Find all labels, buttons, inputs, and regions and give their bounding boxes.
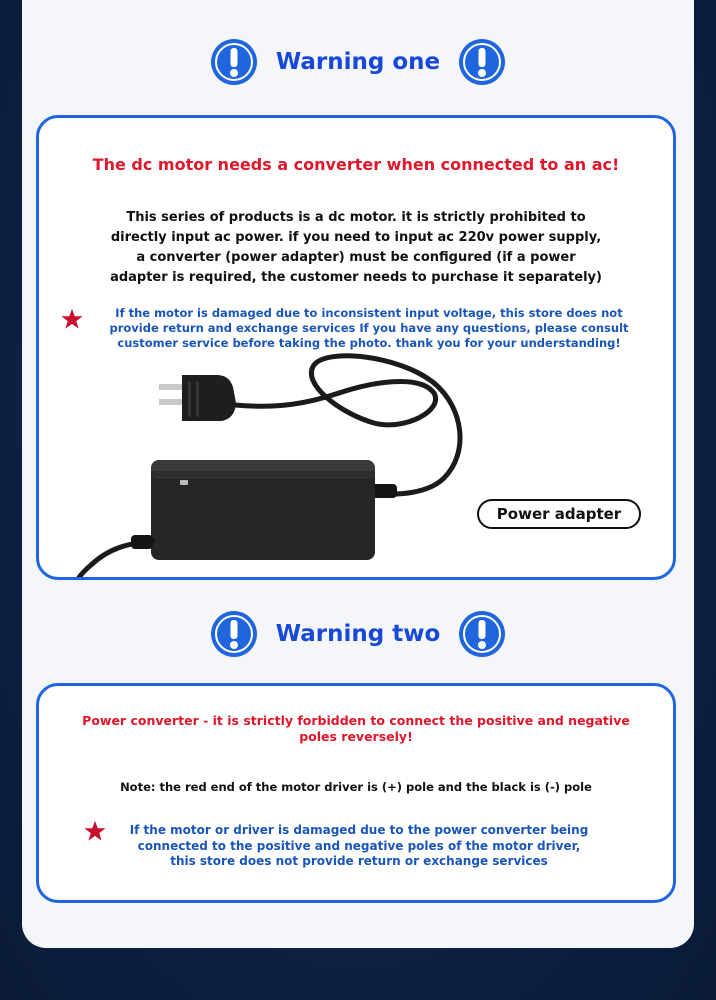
power-adapter-label: Power adapter — [477, 499, 641, 529]
warning-two-title: Warning two — [275, 621, 441, 647]
warning-one-panel — [36, 115, 676, 580]
exclamation-circle-icon — [210, 610, 258, 658]
notice-line: this store does not provide return or exchange services — [170, 854, 548, 868]
exclamation-circle-icon — [458, 610, 506, 658]
headline-line: Power converter - it is strictly forbidden to connect the positive and negative — [82, 713, 630, 728]
notice-line: customer service before taking the photo. thank you for your understanding! — [117, 336, 621, 350]
star-icon — [84, 820, 106, 842]
headline-line: poles reversely! — [299, 729, 413, 744]
warning-one-headline: The dc motor needs a converter when connected to an ac! — [92, 155, 620, 174]
star-icon — [61, 308, 83, 330]
warning-one-body — [39, 208, 673, 288]
exclamation-circle-icon — [458, 38, 506, 86]
body-line: This series of products is a dc motor. it is strictly prohibited to — [126, 210, 586, 225]
exclamation-circle-icon — [210, 38, 258, 86]
notice-line: If the motor or driver is damaged due to the power converter being — [129, 823, 589, 837]
notice-line: If the motor is damaged due to inconsistent input voltage, this store does not — [115, 306, 623, 320]
warning-two-notice — [109, 823, 609, 870]
notice-line: provide return and exchange services If you have any questions, please consult — [109, 321, 629, 335]
warning-two-panel — [36, 683, 676, 903]
warning-one-title: Warning one — [275, 49, 441, 75]
warning-two-heading — [0, 610, 716, 658]
power-adapter-image — [39, 343, 673, 580]
warning-one-heading — [0, 38, 716, 86]
body-line: directly input ac power. if you need to input ac 220v power supply, — [110, 230, 602, 245]
notice-line: connected to the positive and negative poles of the motor driver, — [137, 838, 581, 853]
warning-two-note: Note: the red end of the motor driver is (+) pole and the black is (-) pole — [120, 780, 592, 794]
body-line: a converter (power adapter) must be configured (if a power — [136, 250, 576, 265]
body-line: adapter is required, the customer needs to purchase it separately) — [110, 270, 602, 285]
warning-two-headline — [39, 713, 673, 745]
